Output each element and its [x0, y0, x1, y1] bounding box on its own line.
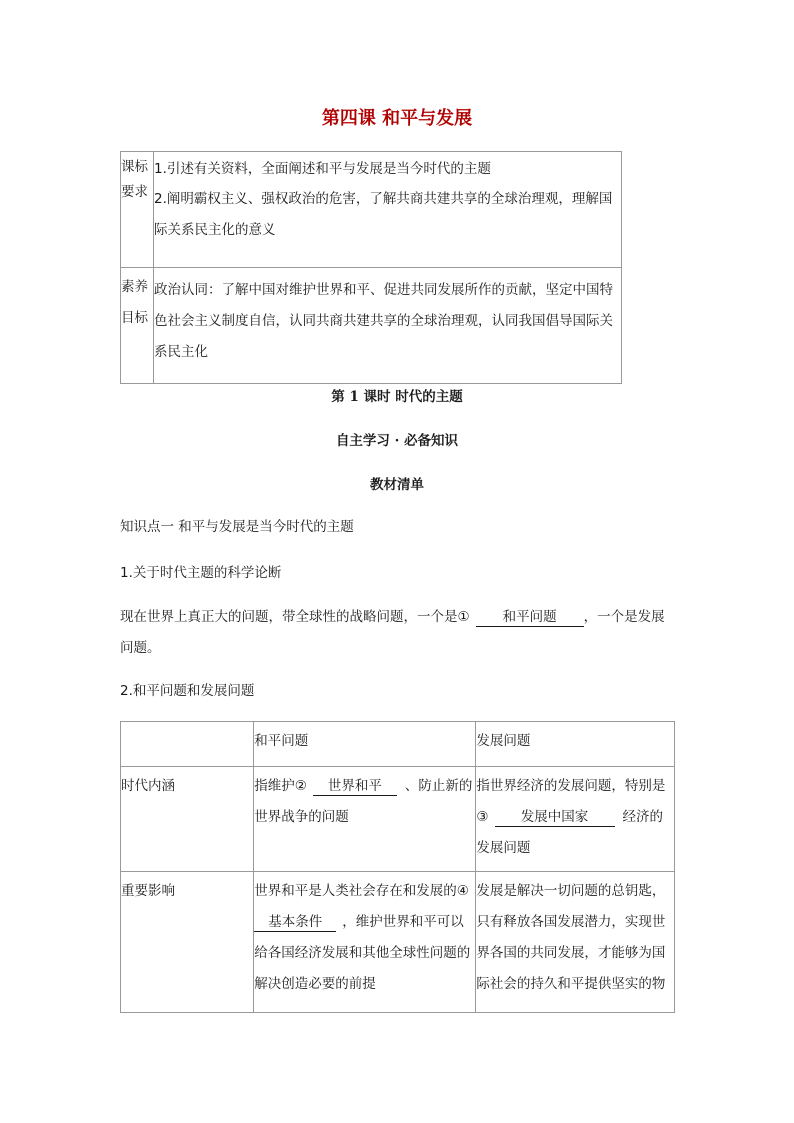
standards-content: [154, 152, 622, 268]
answer-blank-1: 和平问题: [476, 608, 584, 627]
table-header-empty: [121, 722, 254, 767]
subsection-title: 教材清单: [370, 477, 424, 493]
answer-blank-2: 世界和平: [313, 777, 397, 796]
table-header-development: 发展问题: [476, 722, 675, 767]
comparison-table: [120, 721, 675, 1013]
cell-development-connotation: 指世界经济的发展问题，特别是③ 发展中国家 经济的发展问题: [476, 767, 675, 872]
section-title: 自主学习 · 必备知识: [335, 433, 459, 449]
item1-paragraph: 现在世界上真正大的问题，带全球性的战略问题，一个是① 和平问题 ，一个是发展问题。: [120, 609, 665, 656]
goals-content: [154, 268, 622, 384]
table-header-peace: 和平问题: [254, 722, 476, 767]
period-title: 第 1 课时 时代的主题: [331, 389, 463, 405]
standards-item-1: 1.引述有关资料，全面阐述和平与发展是当今时代的主题: [154, 161, 491, 177]
cell-peace-impact: 世界和平是人类社会存在和发展的④基本条件 ，维护世界和平可以给各国经济发展和其他全球性问题的解决创造必要的前提: [254, 872, 476, 1013]
row-label-connotation: 时代内涵: [121, 767, 254, 872]
cell-development-impact: 发展是解决一切问题的总钥匙，只有释放各国发展潜力，实现世界各国的共同发展，才能够为国际社会的持久和平提供坚实的物: [476, 872, 675, 1013]
cell-peace-connotation: 指维护② 世界和平 、防止新的世界战争的问题: [254, 767, 476, 872]
standards-item-2: 2.阐明霸权主义、强权政治的危害，了解共商共建共享的全球治理观，理解国际关系民主化的意义: [154, 191, 613, 238]
answer-blank-3: 发展中国家: [495, 808, 615, 827]
item2-heading: 2.和平问题和发展问题: [120, 683, 255, 699]
goals-text: 政治认同：了解中国对维护世界和平、促进共同发展所作的贡献，坚定中国特色社会主义制度自信，认同共商共建共享的全球治理观，认同我国倡导国际关系民主化: [154, 282, 613, 360]
row-label-impact: 重要影响: [121, 872, 254, 1013]
item1-heading: 1.关于时代主题的科学论断: [120, 565, 282, 581]
standards-table: [120, 151, 622, 384]
lesson-title: 第四课 和平与发展: [321, 108, 473, 129]
answer-blank-4: 基本条件: [254, 913, 336, 932]
goals-label: 素养 目标: [121, 268, 154, 384]
standards-label: 课标 要求: [121, 152, 154, 268]
knowledge-point-heading: 知识点一 和平与发展是当今时代的主题: [120, 519, 354, 535]
